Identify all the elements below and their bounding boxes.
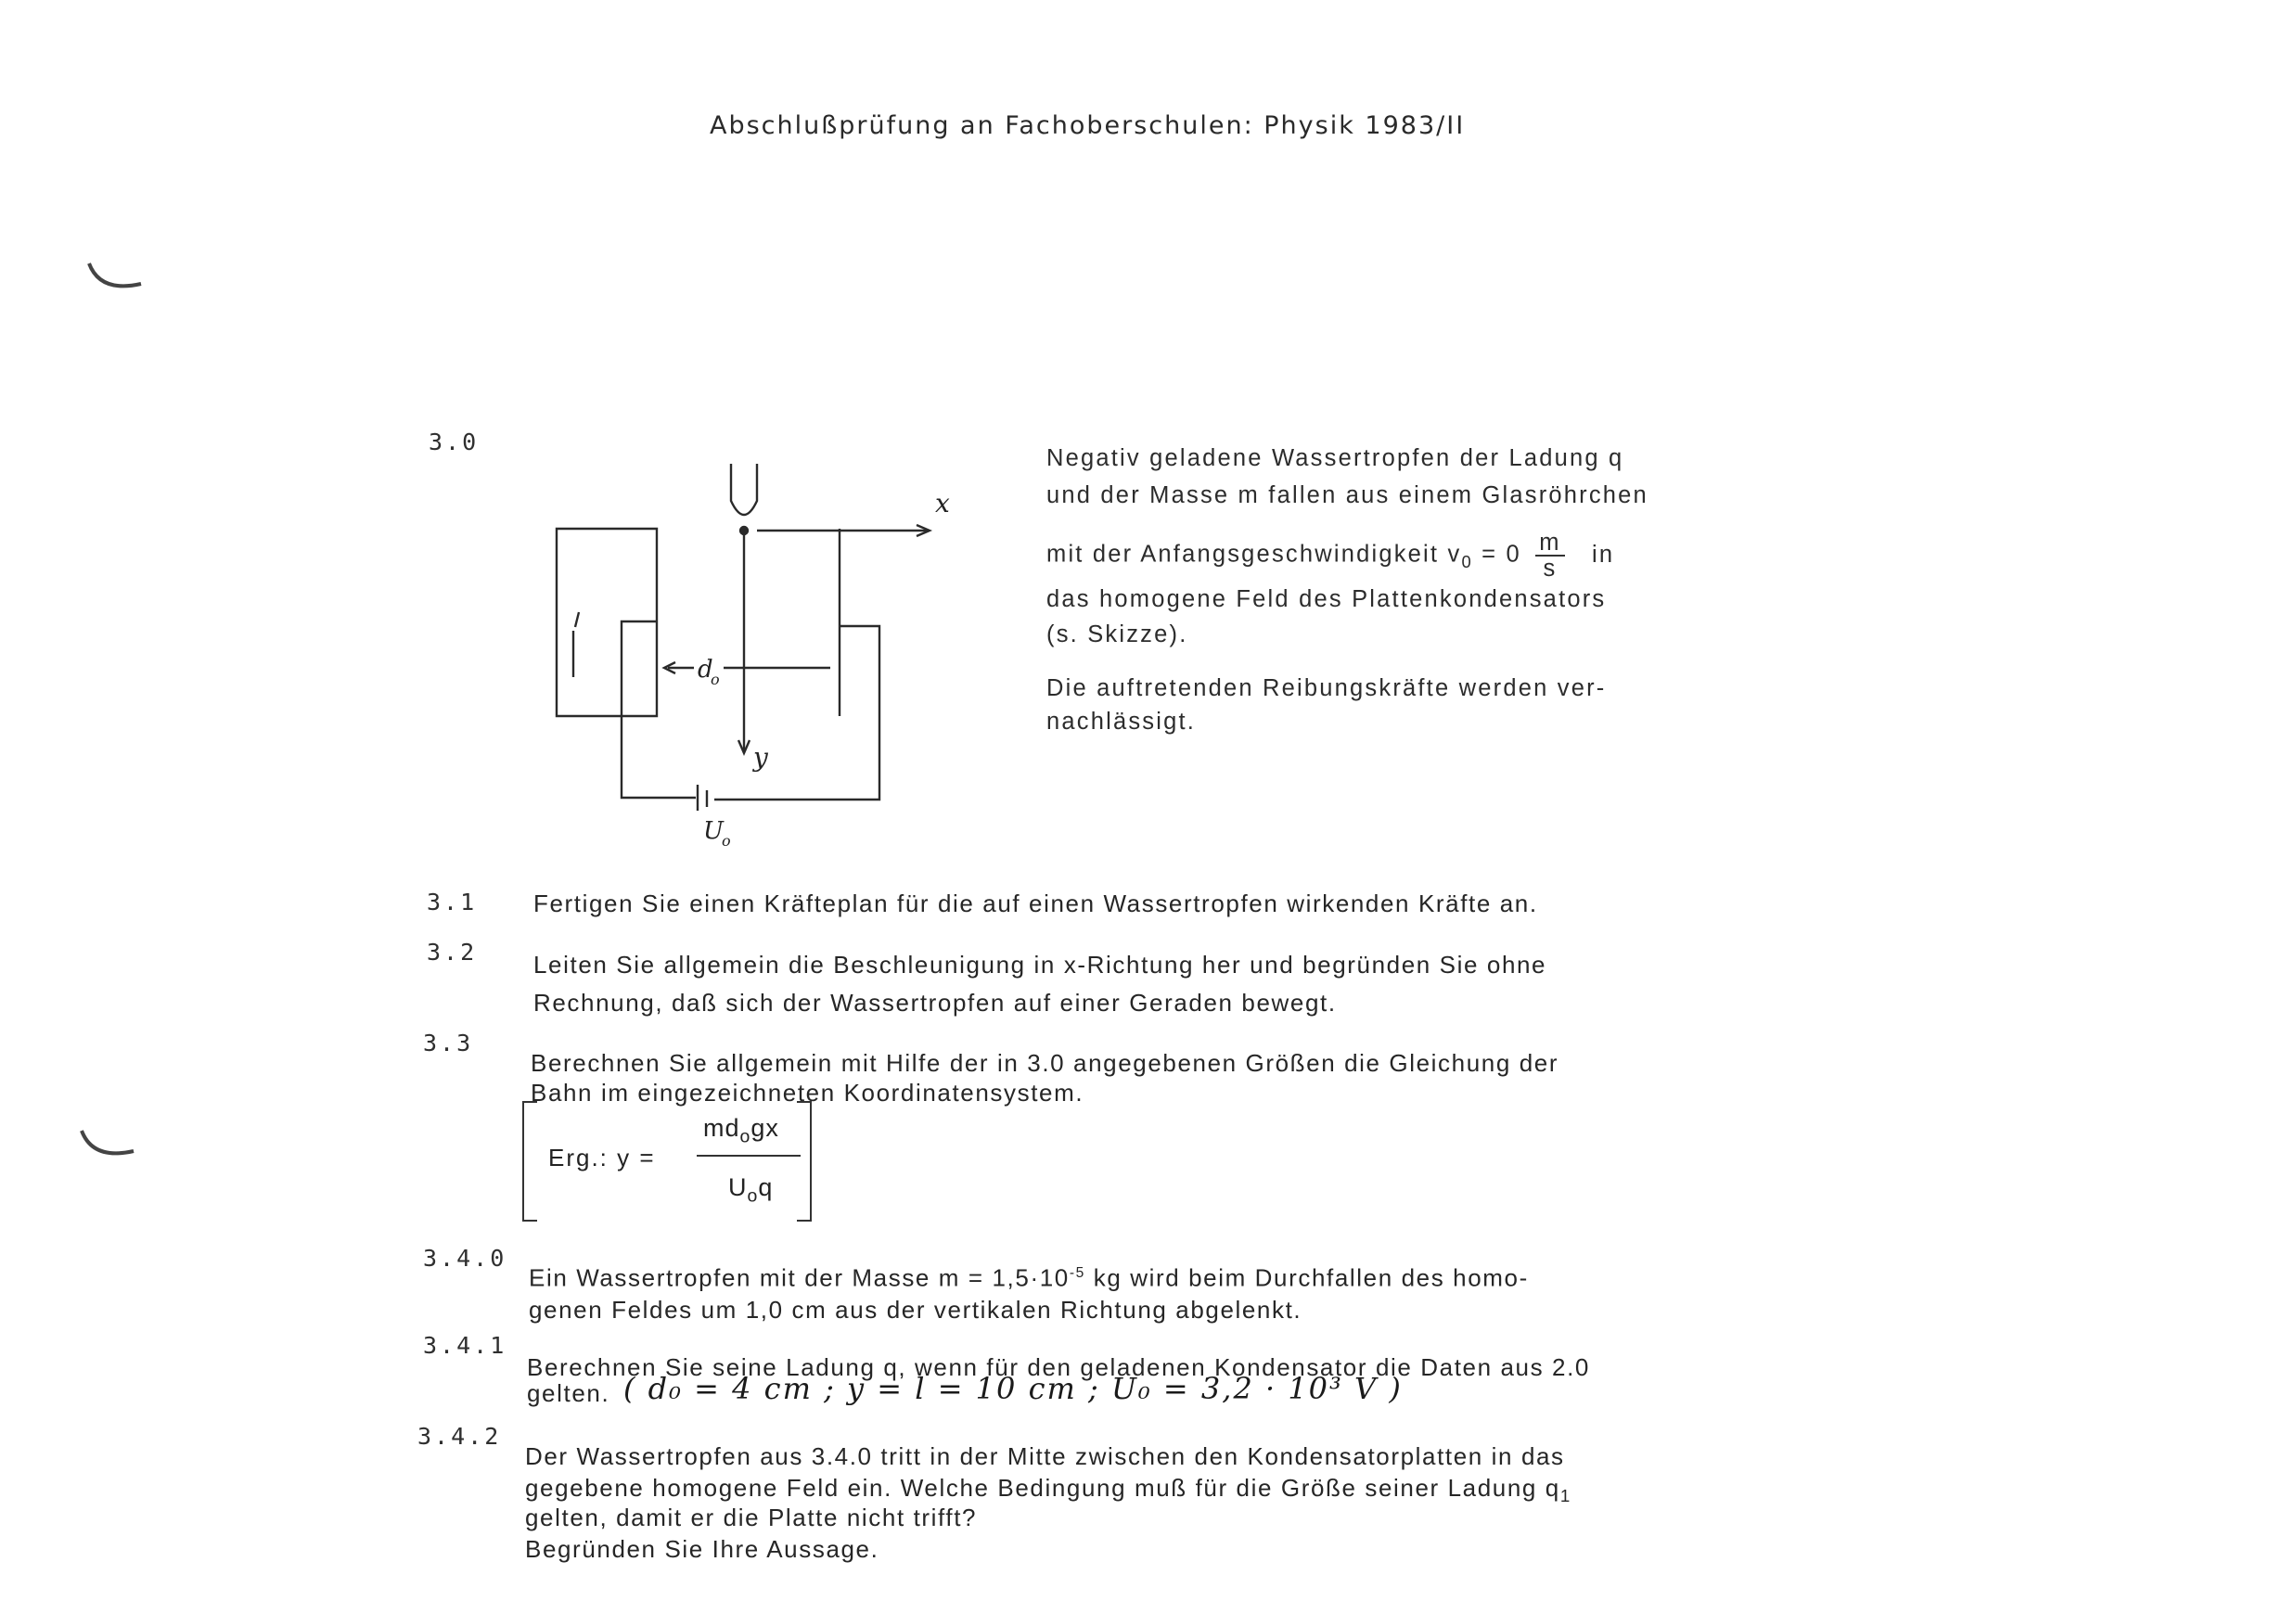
task-3-1-text: Fertigen Sie einen Kräfteplan für die auf einen Wassertropfen wirkenden Kräfte an. xyxy=(533,890,1538,917)
intro-v0-sub: 0 xyxy=(1461,551,1473,571)
task-number-3-4-2: 3.4.2 xyxy=(417,1423,502,1450)
sketch-d-sub: o xyxy=(711,671,720,688)
result-den-end: q xyxy=(758,1173,774,1201)
task-3-4-2-line-4: Begründen Sie Ihre Aussage. xyxy=(525,1535,879,1563)
handwritten-data-note: ( d₀ = 4 cm ; y = l = 10 cm ; U₀ = 3,2 · 10³ V ) xyxy=(623,1371,1403,1406)
result-num-sub: o xyxy=(739,1126,751,1147)
task-3-4-2-line-3: gelten, damit er die Platte nicht trifft? xyxy=(525,1504,978,1531)
intro-line-6: Die auftretenden Reibungskräfte werden ver- xyxy=(1046,675,1607,701)
intro-line-7: nachlässigt. xyxy=(1046,709,1197,735)
task-number-3-0: 3.0 xyxy=(429,429,480,455)
task-number-3-2: 3.2 xyxy=(427,939,478,966)
task-3-4-2-line-1: Der Wassertropfen aus 3.4.0 tritt in der Mitte zwischen den Kondensatorplatten in das xyxy=(525,1442,1565,1470)
task-3-4-1-line-1: Berechnen Sie seine Ladung q, wenn für den geladenen Kondensator die Daten aus 2.0 xyxy=(527,1353,1590,1381)
sketch-x-label: x xyxy=(935,488,950,518)
task-3-4-2-q-sub: 1 xyxy=(1559,1486,1571,1506)
task-3-4-0-line-2: genen Feldes um 1,0 cm aus der vertikalen Richtung abgelenkt. xyxy=(529,1296,1302,1324)
page-header: Abschlußprüfung an Fachoberschulen: Physik 1983/II xyxy=(710,111,1466,140)
unit-denominator: s xyxy=(1543,556,1558,582)
task-3-4-0-post: kg wird beim Durchfallen des homo- xyxy=(1084,1263,1529,1292)
task-3-4-0-exp: -5 xyxy=(1069,1265,1085,1281)
glass-tube-icon xyxy=(731,464,757,515)
result-den-sub: o xyxy=(747,1185,759,1207)
intro-line-3-eq: = 0 xyxy=(1472,541,1521,568)
intro-line-3 xyxy=(1046,531,1614,581)
sketch-u-label: U xyxy=(703,817,724,845)
task-3-3-line-1: Berechnen Sie allgemein mit Hilfe der in 3.0 angegebenen Größen die Gleichung der xyxy=(531,1049,1559,1077)
intro-line-2: und der Masse m fallen aus einem Glasröhrchen xyxy=(1046,482,1648,508)
task-number-3-4-1: 3.4.1 xyxy=(423,1332,507,1359)
intro-line-3-post: in xyxy=(1591,541,1615,568)
intro-line-5: (s. Skizze). xyxy=(1046,621,1188,647)
sketch-d-label: d xyxy=(698,656,713,684)
result-box xyxy=(522,1101,812,1220)
intro-line-4: das homogene Feld des Plattenkondensators xyxy=(1046,586,1607,612)
task-3-2-line-1: Leiten Sie allgemein die Beschleunigung in x-Richtung her und begründen Sie ohne xyxy=(533,951,1547,979)
task-3-4-1-line-2: gelten. xyxy=(527,1379,610,1407)
task-3-4-0-line-1 xyxy=(529,1256,1529,1296)
result-fraction-bar xyxy=(697,1155,801,1157)
result-bracket-right xyxy=(797,1101,812,1222)
binder-hole-mark-bottom xyxy=(74,1127,139,1160)
task-number-3-4-0: 3.4.0 xyxy=(423,1245,507,1272)
task-3-4-2-line-2-text: gegebene homogene Feld ein. Welche Bedingung muß für die Größe seiner Ladung q xyxy=(525,1474,1560,1502)
sketch-y-label: y xyxy=(753,742,768,773)
result-label: Erg.: y = xyxy=(548,1144,656,1171)
intro-line-3-pre: mit der Anfangsgeschwindigkeit v xyxy=(1046,541,1462,568)
task-3-4-0-pre: Ein Wassertropfen mit der Masse m = 1,5·10 xyxy=(529,1263,1070,1292)
result-num-end: gx xyxy=(750,1114,779,1142)
result-numerator xyxy=(703,1114,779,1147)
task-number-3-1: 3.1 xyxy=(427,889,478,915)
unit-numerator: m xyxy=(1535,531,1564,557)
binder-hole-mark-top xyxy=(82,260,147,293)
result-bracket-left xyxy=(522,1101,537,1222)
intro-line-1: Negativ geladene Wassertropfen der Ladung q xyxy=(1046,445,1624,471)
result-num-main: md xyxy=(703,1114,740,1142)
sketch-u-sub: o xyxy=(722,832,731,850)
result-den-main: U xyxy=(728,1173,748,1201)
task-number-3-3: 3.3 xyxy=(423,1030,474,1056)
unit-fraction xyxy=(1535,531,1564,581)
result-denominator xyxy=(728,1173,773,1207)
task-3-2-line-2: Rechnung, daß sich der Wassertropfen auf einer Geraden bewegt. xyxy=(533,989,1337,1017)
capacitor-sketch xyxy=(547,445,974,853)
task-3-3-line-2: Bahn im eingezeichneten Koordinatensystem. xyxy=(531,1079,1084,1107)
